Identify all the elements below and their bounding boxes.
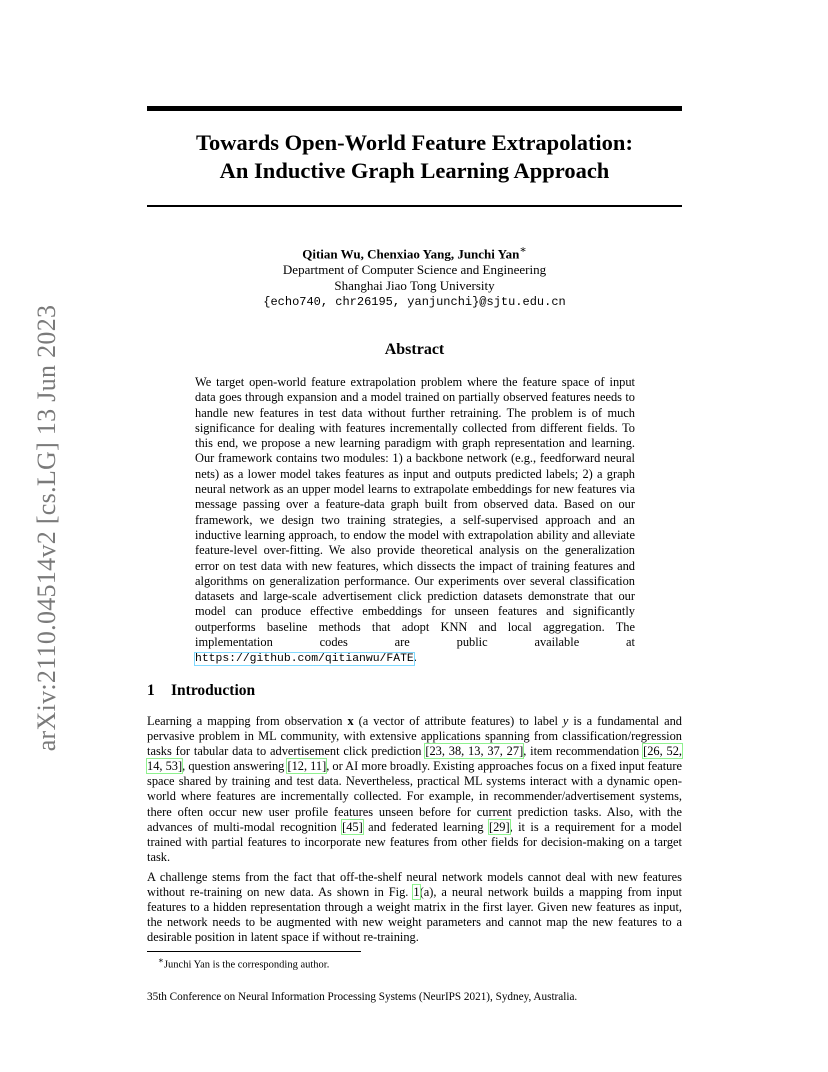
section-heading (147, 682, 255, 700)
citation-ctr[interactable]: [23, 38, 13, 37, 27] (425, 744, 524, 759)
intro-paragraph-2 (147, 870, 682, 945)
title-line-2: An Inductive Graph Learning Approach (219, 158, 610, 183)
section-title: Introduction (171, 682, 256, 699)
figure-ref[interactable]: 1 (413, 885, 420, 900)
author-emails: {echo740, chr26195, yanjunchi}@sjtu.edu.cn (263, 295, 566, 310)
p2-text-a: A challenge stems from the fact that off-the-shelf neural network models cannot deal with new features without re-training on new data. As shown in Fig. (147, 870, 682, 900)
p1-text-a: Learning a mapping from observation (147, 714, 348, 728)
code-link[interactable]: https://github.com/qitianwu/FATE (195, 653, 414, 666)
citation-multimodal[interactable]: [45] (342, 819, 363, 834)
p1-text-c: is a fundamental and pervasive problem in ML community, with extensive applications spanning from classification/regression tasks for tabular data to advertisement click prediction (147, 714, 682, 759)
p1-text-d: , item recommendation (523, 744, 644, 759)
footnote-text: Junchi Yan is the corresponding author. (163, 959, 330, 971)
abstract-text: We target open-world feature extrapolation problem where the feature space of input data goes through expansion and a model trained on partially observed features needs to handle new features in test data without further retraining. The problem is of much significance for dealing with features incrementally collected from different fields. To this end, we propose a new learning paradigm with graph representation and learning. Our framework contains two modules: 1) a backbone network (e.g., feedforward neural nets) as a lower model takes features as input and outputs predicted labels; 2) a graph neural network as an upper model learns to extrapolate embeddings for new features via message passing over a feature-data graph built from observed data. Based on our framework, we design two training strategies, a self-supervised approach and an inductive learning approach, to endow the model with extrapolation ability and alleviate feature-level over-fitting. We also provide theoretical analysis on the generalization error on test data with new features, which dissects the impact of training features and algorithms on generalization performance. Our experiments over several classification datasets and large-scale advertisement click prediction datasets demonstrate that our model can produce effective embeddings for unseen features and significantly outperforms baseline methods that adopt KNN and local aggregation. The implementation codes are public available at (195, 375, 635, 650)
paper-title (147, 129, 682, 185)
p1-text-h: , it is a requirement for a model trained with partial features to incorporate new features from other fields for decision-making on a target task. (147, 819, 682, 864)
p1-text-b: (a vector of attribute features) to label (353, 714, 563, 728)
citation-rec[interactable]: [26, 52, 14, 53] (147, 744, 682, 774)
conference-footer: 35th Conference on Neural Information Processing Systems (NeurIPS 2021), Sydney, Australia. (147, 991, 578, 1003)
title-line-1: Towards Open-World Feature Extrapolation: (196, 130, 633, 155)
math-x-bold: x (347, 714, 354, 728)
p1-text-g: and federated learning (362, 819, 489, 834)
footnote-mark: ∗ (158, 955, 164, 965)
p2-text-b: (a), a neural network builds a mapping from input features to a hidden representation through a weight matrix in the first layer. Given new features as input, the network needs to be augmented with new weight parameters and cannot map the new features to a desirable position in latent space if without re-training. (147, 885, 682, 945)
author-names: Qitian Wu, Chenxiao Yang, Junchi Yan (302, 246, 520, 262)
p1-text-e: , question answering (182, 759, 288, 774)
title-top-rule (147, 106, 682, 111)
citation-qa[interactable]: [12, 11] (287, 759, 327, 774)
p1-text-f: , or AI more broadly. Existing approaches focus on a fixed input feature space shared by training and test data. Nevertheless, practical ML systems interact with a dynamic open-world where features are incrementally collected. For example, in recommender/advertisement systems, there often occur new user profile features unseen before for current prediction tasks. Also, with the advances of multi-modal recognition (147, 759, 682, 834)
title-bottom-rule (147, 205, 682, 207)
footnote-rule (147, 951, 361, 952)
arxiv-identifier: arXiv:2110.04514v2 [cs.LG] 13 Jun 2023 (32, 304, 61, 752)
author-block (147, 242, 682, 310)
intro-paragraph-1 (147, 714, 682, 865)
abstract-body (195, 375, 635, 668)
section-number: 1 (147, 682, 155, 699)
author-footnote-mark: ∗ (519, 244, 527, 256)
citation-federated[interactable]: [29] (488, 819, 510, 834)
math-y: y (562, 714, 569, 728)
footnote (158, 955, 329, 971)
author-names-line (147, 242, 682, 262)
affiliation-university: Shanghai Jiao Tong University (334, 278, 495, 294)
abstract-end: . (413, 650, 417, 665)
abstract-heading: Abstract (384, 341, 445, 358)
affiliation-department: Department of Computer Science and Engineering (282, 262, 547, 278)
